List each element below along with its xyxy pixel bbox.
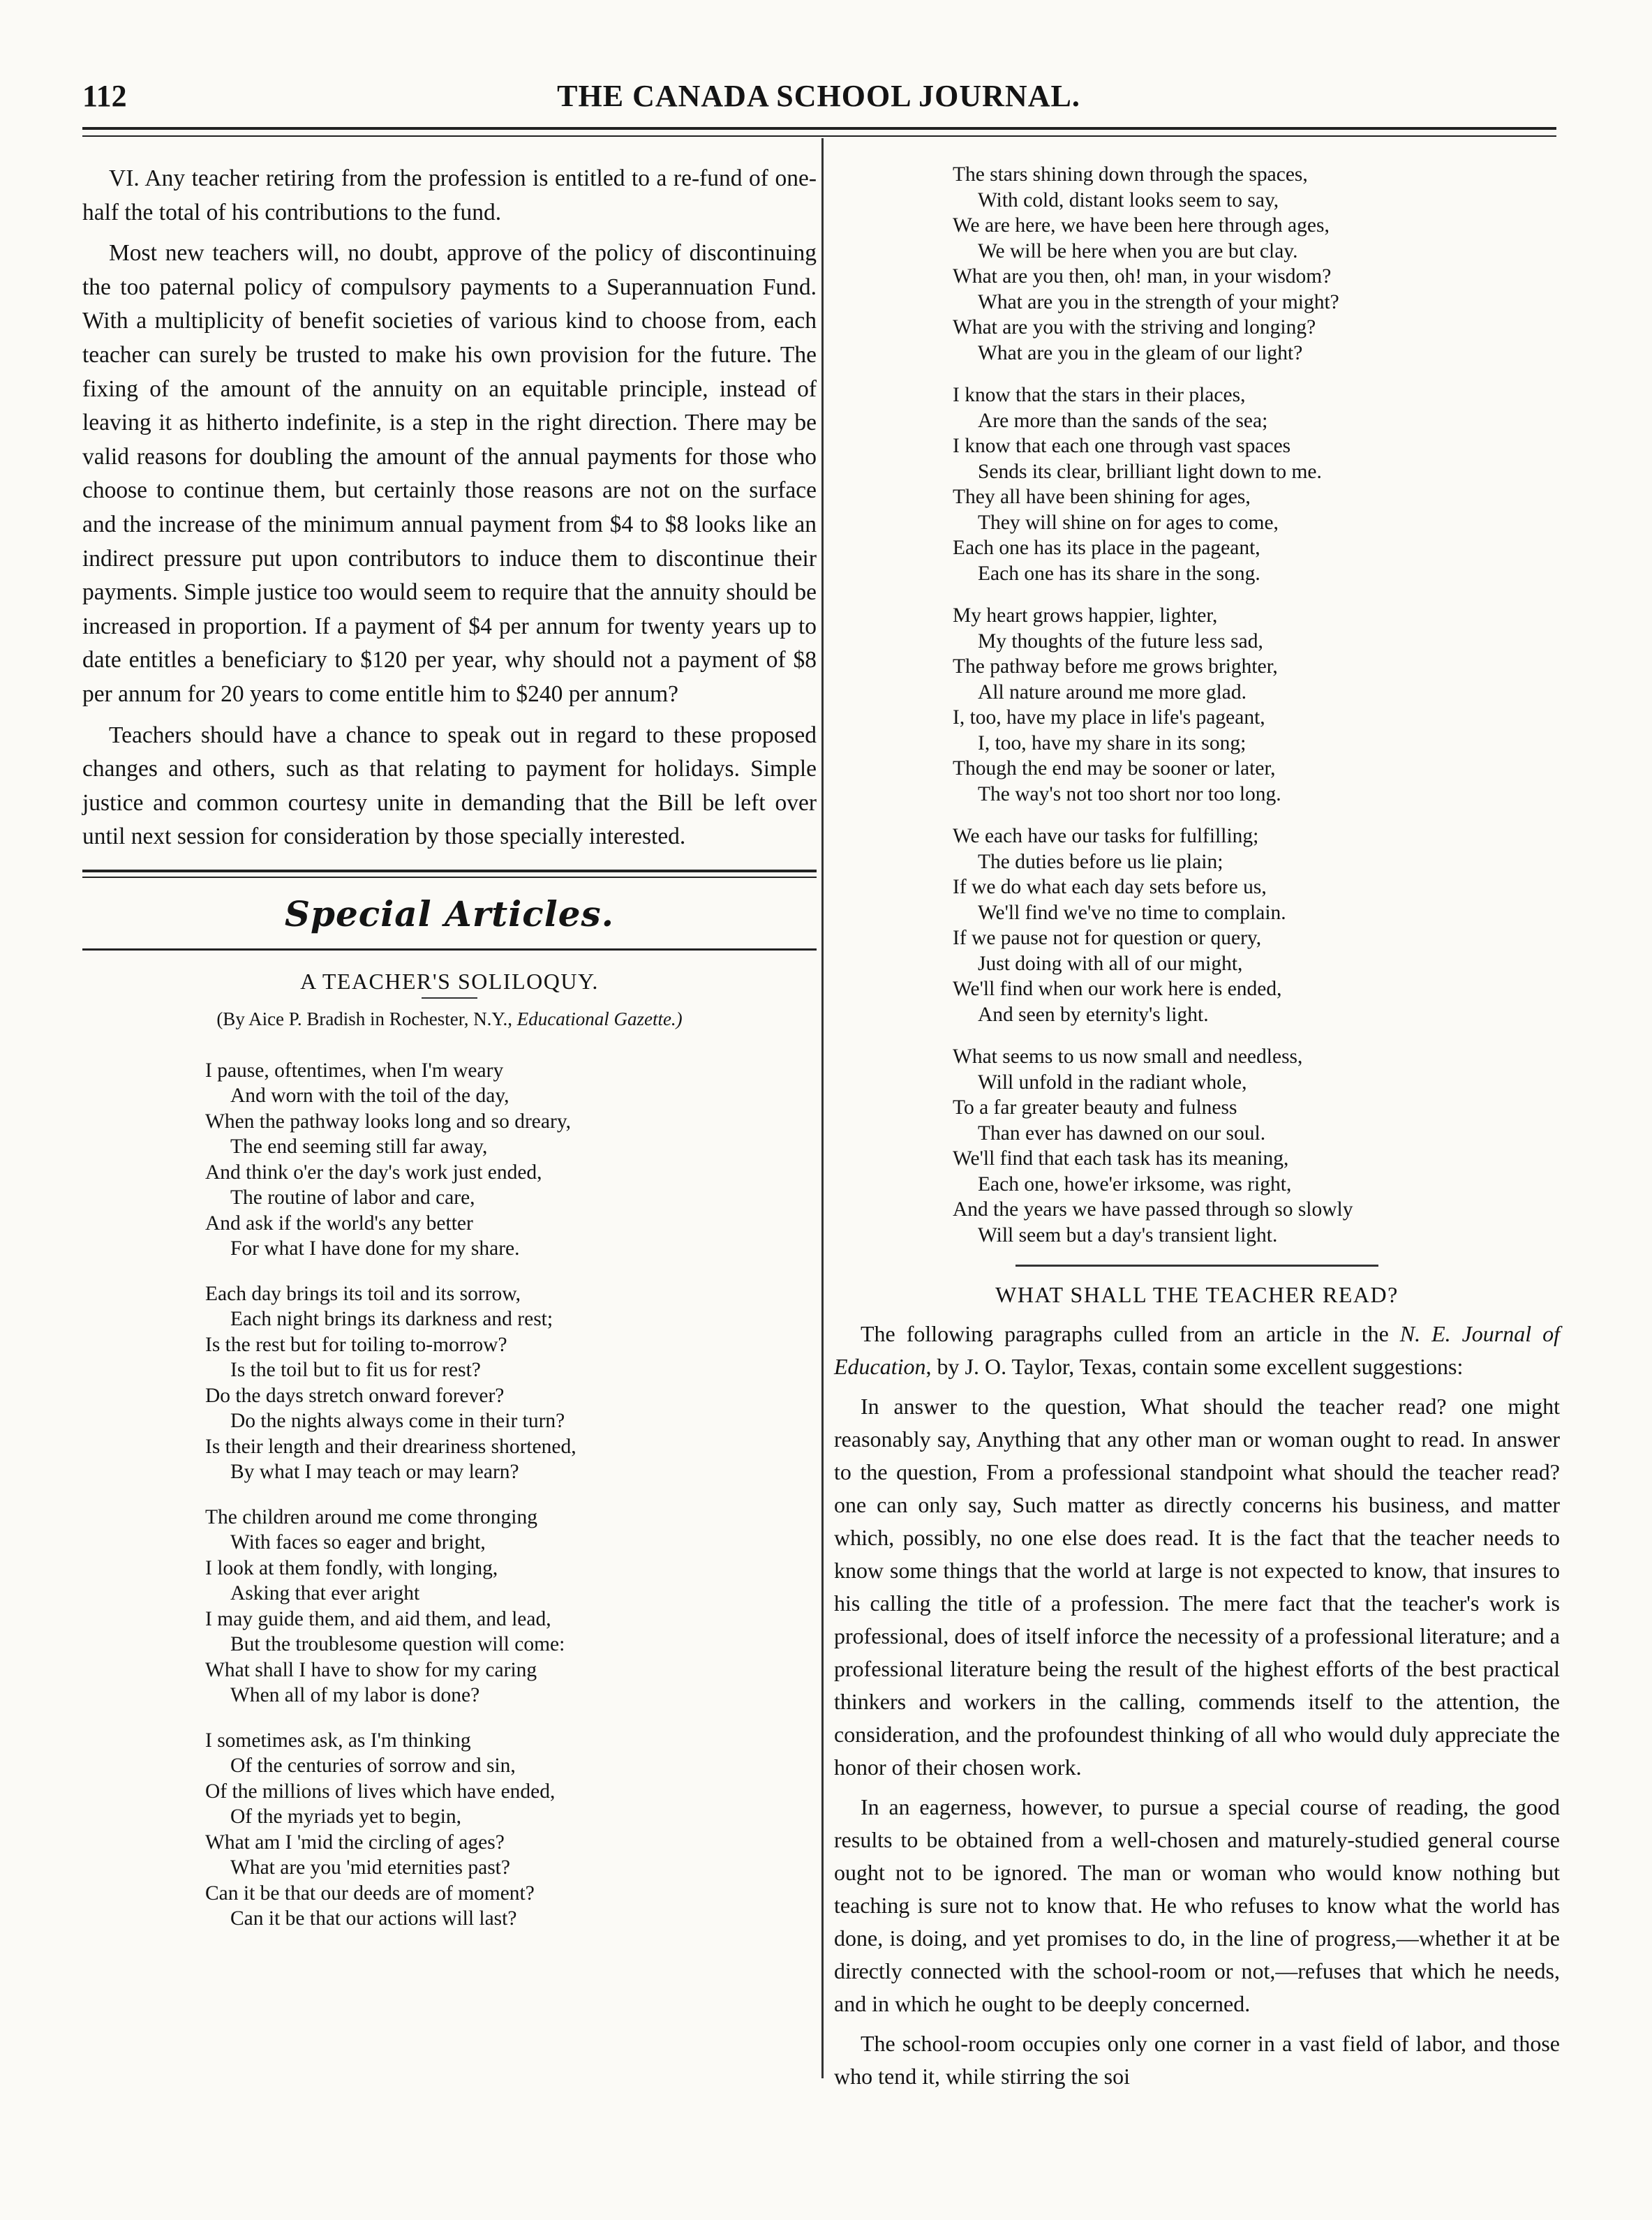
poem-line: My thoughts of the future less sad, — [978, 630, 1263, 653]
stanza — [205, 1505, 817, 1708]
paragraph: Most new teachers will, no doubt, approve of the policy of discontinuing the too paternal policy of compulsory payments to a Superannuation Fund. With a multiplicity of benefit societies of various kind to choose from, each teacher can surely be trusted to make his own provision for the future. The fixing of the amount of the annuity on an equitable principle, instead of leaving it as hitherto indefinite, is a step in the right direction. There may be valid reasons for doubling the amount of the annual payments for those who choose to continue them, but certainly those reasons are not on the surface and the increase of the minimum annual payment from $4 to $8 looks like an indirect pressure put upon contributors to induce them to discontinue their payments. Simple justice too would seem to require that the annuity should be increased in proportion. If a payment of $4 per annum for twenty years up to date entitles a beneficiary to $120 per year, why should not a payment of $8 per annum for 20 years to come entitle him to $240 per annum? — [82, 240, 817, 707]
page-number: 112 — [82, 79, 127, 113]
poem-line: Just doing with all of our might, — [978, 952, 1243, 975]
poem-line: Each night brings its darkness and rest; — [230, 1308, 553, 1331]
poem-line: Asking that ever aright — [230, 1582, 420, 1605]
poem-line: I, too, have my place in life's pageant, — [953, 706, 1265, 729]
article-title: A TEACHER'S SOLILOQUY. — [300, 968, 599, 994]
poem-line: And the years we have passed through so slowly — [953, 1198, 1353, 1221]
poem-line: For what I have done for my share. — [230, 1237, 520, 1260]
poem-line: And worn with the toil of the day, — [230, 1085, 509, 1108]
poem-line: But the troublesome question will come: — [230, 1633, 565, 1656]
poem-line: Can it be that our deeds are of moment? — [205, 1882, 535, 1905]
poem-line: When the pathway looks long and so dreary, — [205, 1110, 572, 1133]
poem-line: Do the days stretch onward forever? — [205, 1384, 505, 1407]
poem-line: We will be here when you are but clay. — [978, 239, 1298, 262]
paragraph: In an eagerness, however, to pursue a special course of reading, the good results to be obtained from a well-chosen and maturely-studied general course ought not to be ignored. The man or woman who would know nothing but teaching is sure not to know that. He who refuses to know what the world has done, is doing, and yet promises to do, in the line of progress,—whether it at be directly connected with the school-room or not,—refuses that which he needs, and in which he ought to be deeply concerned. — [834, 1794, 1560, 2016]
poem-line: What are you in the strength of your might? — [978, 290, 1339, 313]
paragraph: The school-room occupies only one corner in a vast field of labor, and those who tend it, while stirring the soi — [834, 2031, 1560, 2089]
poem-line: The end seeming still far away, — [230, 1135, 488, 1159]
poem-line: They will shine on for ages to come, — [978, 511, 1279, 534]
poem-line: We'll find we've no time to complain. — [978, 901, 1286, 924]
poem-line: Each day brings its toil and its sorrow, — [205, 1282, 521, 1305]
poem-line: The pathway before me grows brighter, — [953, 655, 1278, 678]
poem-line: All nature around me more glad. — [978, 680, 1247, 703]
poem-line: I look at them fondly, with longing, — [205, 1556, 498, 1579]
poem-line: Will seem but a day's transient light. — [978, 1223, 1278, 1246]
byline-source: Educational Gazette.) — [516, 1008, 683, 1029]
paragraph: Teachers should have a chance to speak out in regard to these proposed changes and others, such as that relating to payment for holidays. Simple justice and common courtesy unite in demanding that the Bill be left over until next session for consideration by those specially interested. — [82, 722, 817, 850]
right-column — [834, 162, 1560, 2100]
stanza — [953, 162, 1560, 366]
poem-line: And ask if the world's any better — [205, 1212, 473, 1235]
poem-line: Of the millions of lives which have ended, — [205, 1780, 556, 1803]
poem-line: And seen by eternity's light. — [978, 1003, 1209, 1026]
intro-text: The following paragraphs culled from an article in the — [861, 1321, 1400, 1346]
poem-line: They all have been shining for ages, — [953, 486, 1251, 508]
poem-line: Can it be that our actions will last? — [230, 1907, 517, 1930]
intro-paragraph — [834, 1318, 1560, 1383]
poem-line: Each one, howe'er irksome, was right, — [978, 1172, 1292, 1195]
poem-line: What are you with the striving and longing? — [953, 316, 1316, 338]
poem-line: Is the rest but for toiling to-morrow? — [205, 1333, 507, 1356]
stanza — [953, 382, 1560, 586]
poem-line: We are here, we have been here through ages, — [953, 214, 1330, 237]
header-rule — [82, 127, 1556, 130]
paragraph: In answer to the question, What should the teacher read? one might reasonably say, Anything that any other man or woman ought to read. In answer to the question, From a professional standpoint what should the teacher read? one can only say, Such matter as directly concerns his business, and matter which, possibly, no one else does read. It is the fact that the teacher needs to know some things that the world at large is not expected to know, that insures to his calling the title of a profession. The mere fact that the teacher's work is professional, does of itself inforce the necessity of a professional literature; and a professional literature being the result of the highest efforts of the best practical thinkers and workers in the calling, commends itself to the attention, the consideration, and the profoundest thinking of all who would duly appreciate the honor of their chosen work. — [834, 1394, 1560, 1780]
poem-line: The duties before us lie plain; — [978, 850, 1223, 873]
stanza — [205, 1728, 817, 1932]
section-heading: Special Articles. — [284, 893, 615, 934]
poem-line: What seems to us now small and needless, — [953, 1045, 1303, 1068]
poem-line: Than ever has dawned on our soul. — [978, 1122, 1266, 1145]
poem-line: With faces so eager and bright, — [230, 1531, 486, 1554]
poem-line: We'll find that each task has its meaning, — [953, 1147, 1289, 1170]
running-title: THE CANADA SCHOOL JOURNAL. — [557, 79, 1080, 113]
poem-line: The routine of labor and care, — [230, 1186, 475, 1209]
poem-line: When all of my labor is done? — [230, 1684, 480, 1707]
poem-line: The way's not too short nor too long. — [978, 782, 1281, 805]
stanza — [953, 1044, 1560, 1248]
poem-line: And think o'er the day's work just ended, — [205, 1161, 542, 1184]
title-rule — [422, 997, 477, 999]
poem-line: Sends its clear, brilliant light down to me. — [978, 460, 1322, 483]
poem-line: Of the centuries of sorrow and sin, — [230, 1755, 516, 1778]
poem-line: Each one has its place in the pageant, — [953, 537, 1260, 559]
poem-line: Is their length and their dreariness shortened, — [205, 1435, 576, 1458]
poem-line: I know that each one through vast spaces — [953, 435, 1291, 457]
poem-line: Do the nights always come in their turn? — [230, 1410, 565, 1433]
stanza — [953, 824, 1560, 1027]
poem-line: I sometimes ask, as I'm thinking — [205, 1729, 471, 1752]
poem-line: I may guide them, and aid them, and lead, — [205, 1607, 551, 1630]
page-header — [82, 78, 1555, 120]
paragraph: VI. Any teacher retiring from the profession is entitled to a re-fund of one-half the total of his contributions to the fund. — [82, 165, 817, 225]
poem-line: To a far greater beauty and fulness — [953, 1096, 1237, 1119]
poem-line: Each one has its share in the song. — [978, 562, 1260, 585]
poem-line: We each have our tasks for fulfilling; — [953, 825, 1259, 847]
poem-line: My heart grows happier, lighter, — [953, 604, 1218, 627]
poem-line: What are you 'mid eternities past? — [230, 1856, 510, 1879]
poem-line: Will unfold in the radiant whole, — [978, 1071, 1247, 1094]
poem-line: Though the end may be sooner or later, — [953, 757, 1276, 780]
poem-line: By what I may teach or may learn? — [230, 1461, 519, 1484]
article-rule — [1015, 1265, 1378, 1267]
poem-line: What shall I have to show for my caring — [205, 1658, 537, 1681]
byline-author: (By Aice P. Bradish in Rochester, N.Y., — [216, 1008, 517, 1029]
poem-line: I know that the stars in their places, — [953, 384, 1246, 406]
left-column — [82, 162, 817, 1951]
poem — [82, 1058, 817, 1932]
stanza — [205, 1058, 817, 1262]
intro-text-end: , by J. O. Taylor, Texas, contain some excellent suggestions: — [925, 1354, 1464, 1379]
header-rule-thin — [82, 135, 1556, 137]
poem-line: Is the toil but to fit us for rest? — [230, 1359, 481, 1382]
poem-line: I pause, oftentimes, when I'm weary — [205, 1059, 504, 1082]
poem-line: The children around me come thronging — [205, 1505, 537, 1528]
column-divider — [821, 138, 824, 2078]
byline — [82, 1008, 817, 1030]
poem-line: Are more than the sands of the sea; — [978, 409, 1268, 432]
stanza — [205, 1281, 817, 1485]
article-title: WHAT SHALL THE TEACHER READ? — [995, 1282, 1399, 1307]
section-rule — [82, 870, 817, 878]
poem-line: What am I 'mid the circling of ages? — [205, 1831, 505, 1854]
section-rule-bottom — [82, 948, 817, 951]
poem-line: With cold, distant looks seem to say, — [978, 188, 1279, 211]
journal-name: N. E. Journal of Education — [834, 1321, 1561, 1379]
poem-line: Of the myriads yet to begin, — [230, 1805, 461, 1828]
poem-line: We'll find when our work here is ended, — [953, 978, 1282, 1000]
poem-line: If we do what each day sets before us, — [953, 876, 1267, 898]
poem-line: The stars shining down through the spaces, — [953, 163, 1308, 186]
poem-line: I, too, have my share in its song; — [978, 731, 1247, 754]
poem-line: What are you in the gleam of our light? — [978, 341, 1303, 364]
poem-line: If we pause not for question or query, — [953, 927, 1262, 949]
stanza — [953, 603, 1560, 807]
poem-line: What are you then, oh! man, in your wisdom? — [953, 265, 1332, 288]
poem-continued — [834, 162, 1560, 1248]
